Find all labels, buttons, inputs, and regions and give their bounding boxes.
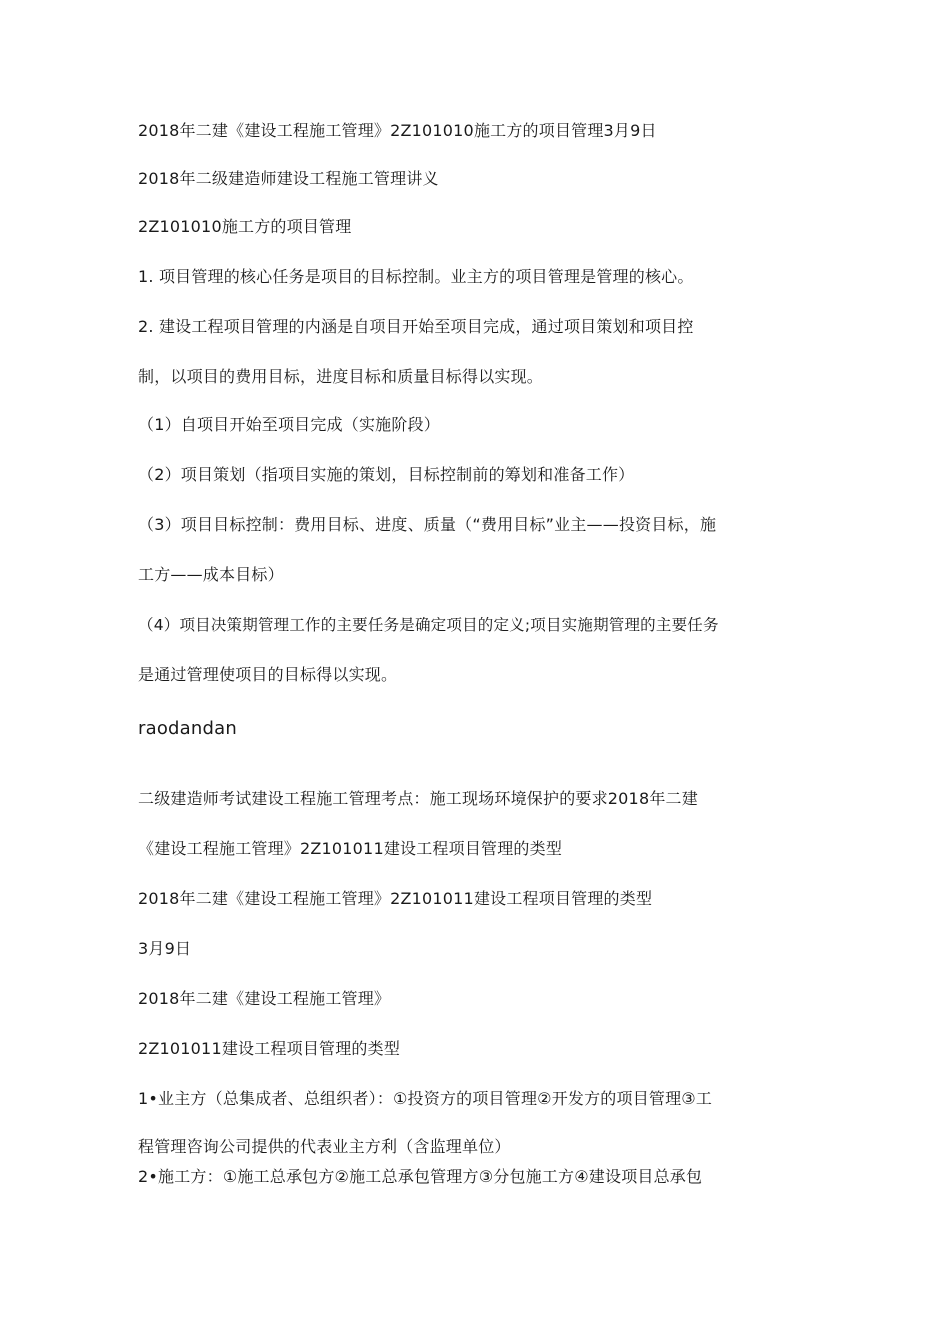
- article-date-line: 3月9日: [138, 939, 192, 958]
- paragraph-line: 2. 建设工程项目管理的内涵是自项目开始至项目完成，通过项目策划和项目控: [138, 317, 694, 336]
- list-item-line: 工方——成本目标）: [138, 565, 284, 584]
- list-item-line: （3）项目目标控制：费用目标、进度、质量（“费用目标”业主——投资目标，施: [138, 515, 717, 534]
- article-heading-line: 2018年二建《建设工程施工管理》: [138, 989, 391, 1008]
- doc-title-line: 2018年二建《建设工程施工管理》2Z101010施工方的项目管理3月9日: [138, 121, 657, 140]
- list-item-line: （4）项目决策期管理工作的主要任务是确定项目的定义;项目实施期管理的主要任务: [138, 616, 719, 634]
- list-item-line: （2）项目策划（指项目实施的策划，目标控制前的筹划和准备工作）: [138, 465, 635, 484]
- section-heading: 2Z101010施工方的项目管理: [138, 217, 352, 236]
- list-item-line: 2•施工方：①施工总承包方②施工总承包管理方③分包施工方④建设项目总承包: [138, 1167, 703, 1186]
- paragraph-line: 制，以项目的费用目标，进度目标和质量目标得以实现。: [138, 367, 544, 386]
- author-name: raodandan: [138, 718, 237, 739]
- list-item-line: （1）自项目开始至项目完成（实施阶段）: [138, 415, 440, 434]
- section-heading: 2Z101011建设工程项目管理的类型: [138, 1039, 401, 1058]
- paragraph-line: 1. 项目管理的核心任务是项目的目标控制。业主方的项目管理是管理的核心。: [138, 267, 694, 286]
- list-item-line: 1•业主方（总集成者、总组织者）：①投资方的项目管理②开发方的项目管理③工: [138, 1089, 713, 1108]
- list-item-line: 程管理咨询公司提供的代表业主方利（含监理单位）: [138, 1137, 511, 1156]
- article-title-line: 2018年二建《建设工程施工管理》2Z101011建设工程项目管理的类型: [138, 889, 653, 908]
- related-article-line: 二级建造师考试建设工程施工管理考点：施工现场环境保护的要求2018年二建: [138, 789, 698, 808]
- doc-subtitle-line: 2018年二级建造师建设工程施工管理讲义: [138, 169, 439, 188]
- related-article-line: 《建设工程施工管理》2Z101011建设工程项目管理的类型: [138, 839, 563, 858]
- list-item-line: 是通过管理使项目的目标得以实现。: [138, 665, 398, 684]
